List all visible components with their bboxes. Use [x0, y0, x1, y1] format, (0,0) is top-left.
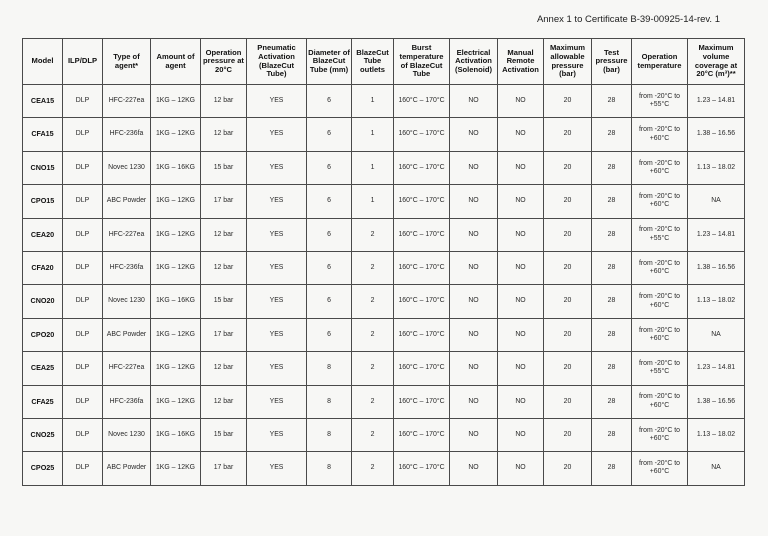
cell-tube-diameter: 6 — [307, 185, 352, 218]
cell-test-pressure: 28 — [592, 251, 632, 284]
cell-model: CPO25 — [23, 452, 63, 485]
cell-agent-amount: 1KG – 12KG — [151, 352, 201, 385]
cell-pneumatic-activation: YES — [247, 385, 307, 418]
cell-test-pressure: 28 — [592, 218, 632, 251]
cell-operation-temperature: from -20°C to +60°C — [632, 285, 688, 318]
cell-volume-coverage: 1.38 – 16.56 — [688, 385, 745, 418]
cell-operation-pressure: 15 bar — [201, 151, 247, 184]
cell-test-pressure: 28 — [592, 385, 632, 418]
cell-operation-temperature: from -20°C to +55°C — [632, 218, 688, 251]
table-row — [23, 85, 745, 118]
cell-manual-activation: NO — [498, 285, 544, 318]
cell-agent-amount: 1KG – 16KG — [151, 151, 201, 184]
cell-electrical-activation: NO — [450, 85, 498, 118]
cell-tube-outlets: 2 — [352, 218, 394, 251]
cell-operation-pressure: 17 bar — [201, 452, 247, 485]
cell-electrical-activation: NO — [450, 418, 498, 451]
cell-agent-amount: 1KG – 12KG — [151, 385, 201, 418]
cell-model: CFA20 — [23, 251, 63, 284]
col-header-test-pressure: Test pressure (bar) — [592, 39, 632, 85]
col-header-agent-amount: Amount of agent — [151, 39, 201, 85]
cell-agent-type: HFC-227ea — [103, 218, 151, 251]
cell-max-pressure: 20 — [544, 85, 592, 118]
cell-max-pressure: 20 — [544, 352, 592, 385]
cell-operation-temperature: from -20°C to +60°C — [632, 318, 688, 351]
cell-max-pressure: 20 — [544, 118, 592, 151]
cell-operation-pressure: 12 bar — [201, 352, 247, 385]
cell-volume-coverage: NA — [688, 318, 745, 351]
cell-operation-pressure: 12 bar — [201, 385, 247, 418]
cell-tube-outlets: 1 — [352, 118, 394, 151]
cell-operation-temperature: from -20°C to +55°C — [632, 85, 688, 118]
cell-burst-temperature: 160°C – 170°C — [394, 218, 450, 251]
cell-model: CNO25 — [23, 418, 63, 451]
table-row — [23, 352, 745, 385]
table-row — [23, 318, 745, 351]
col-header-agent-type: Type of agent* — [103, 39, 151, 85]
cell-volume-coverage: 1.13 – 18.02 — [688, 285, 745, 318]
cell-manual-activation: NO — [498, 418, 544, 451]
cell-operation-pressure: 12 bar — [201, 251, 247, 284]
cell-electrical-activation: NO — [450, 118, 498, 151]
table-row — [23, 418, 745, 451]
cell-pneumatic-activation: YES — [247, 452, 307, 485]
cell-agent-amount: 1KG – 12KG — [151, 85, 201, 118]
table-row — [23, 185, 745, 218]
cell-pneumatic-activation: YES — [247, 118, 307, 151]
cell-tube-diameter: 8 — [307, 385, 352, 418]
cell-pneumatic-activation: YES — [247, 151, 307, 184]
cell-electrical-activation: NO — [450, 285, 498, 318]
cell-test-pressure: 28 — [592, 352, 632, 385]
cell-operation-temperature: from -20°C to +55°C — [632, 352, 688, 385]
cell-volume-coverage: NA — [688, 185, 745, 218]
col-header-model: Model — [23, 39, 63, 85]
cell-model: CFA25 — [23, 385, 63, 418]
cell-ilp-dlp: DLP — [63, 352, 103, 385]
cell-tube-diameter: 6 — [307, 285, 352, 318]
cell-max-pressure: 20 — [544, 218, 592, 251]
cell-model: CEA20 — [23, 218, 63, 251]
cell-volume-coverage: 1.23 – 14.81 — [688, 352, 745, 385]
cell-agent-type: ABC Powder — [103, 318, 151, 351]
cell-electrical-activation: NO — [450, 352, 498, 385]
cell-agent-amount: 1KG – 16KG — [151, 285, 201, 318]
cell-operation-pressure: 15 bar — [201, 418, 247, 451]
cell-volume-coverage: 1.13 – 18.02 — [688, 151, 745, 184]
cell-pneumatic-activation: YES — [247, 418, 307, 451]
cell-manual-activation: NO — [498, 118, 544, 151]
cell-ilp-dlp: DLP — [63, 452, 103, 485]
cell-electrical-activation: NO — [450, 151, 498, 184]
cell-test-pressure: 28 — [592, 151, 632, 184]
cell-agent-type: Novec 1230 — [103, 418, 151, 451]
col-header-tube-outlets: BlazeCut Tube outlets — [352, 39, 394, 85]
cell-ilp-dlp: DLP — [63, 285, 103, 318]
col-header-electrical-activation: Electrical Activation (Solenoid) — [450, 39, 498, 85]
cell-operation-pressure: 15 bar — [201, 285, 247, 318]
cell-operation-temperature: from -20°C to +60°C — [632, 452, 688, 485]
certificate-annex-table — [22, 38, 745, 486]
col-header-ilp-dlp: ILP/DLP — [63, 39, 103, 85]
cell-tube-outlets: 2 — [352, 385, 394, 418]
cell-volume-coverage: NA — [688, 452, 745, 485]
cell-max-pressure: 20 — [544, 318, 592, 351]
cell-electrical-activation: NO — [450, 318, 498, 351]
cell-tube-outlets: 2 — [352, 318, 394, 351]
cell-burst-temperature: 160°C – 170°C — [394, 251, 450, 284]
cell-agent-type: Novec 1230 — [103, 151, 151, 184]
cell-agent-amount: 1KG – 12KG — [151, 452, 201, 485]
table-row — [23, 251, 745, 284]
cell-burst-temperature: 160°C – 170°C — [394, 85, 450, 118]
cell-tube-outlets: 2 — [352, 352, 394, 385]
cell-operation-temperature: from -20°C to +60°C — [632, 418, 688, 451]
cell-agent-type: ABC Powder — [103, 185, 151, 218]
cell-volume-coverage: 1.38 – 16.56 — [688, 118, 745, 151]
cell-max-pressure: 20 — [544, 285, 592, 318]
cell-tube-outlets: 2 — [352, 285, 394, 318]
cell-model: CNO20 — [23, 285, 63, 318]
cell-pneumatic-activation: YES — [247, 85, 307, 118]
cell-agent-type: ABC Powder — [103, 452, 151, 485]
cell-tube-diameter: 6 — [307, 251, 352, 284]
cell-electrical-activation: NO — [450, 218, 498, 251]
cell-electrical-activation: NO — [450, 385, 498, 418]
col-header-operation-temperature: Operation temperature — [632, 39, 688, 85]
cell-ilp-dlp: DLP — [63, 118, 103, 151]
cell-electrical-activation: NO — [450, 185, 498, 218]
cell-burst-temperature: 160°C – 170°C — [394, 151, 450, 184]
cell-ilp-dlp: DLP — [63, 85, 103, 118]
table-row — [23, 385, 745, 418]
cell-pneumatic-activation: YES — [247, 185, 307, 218]
cell-operation-pressure: 12 bar — [201, 218, 247, 251]
cell-operation-temperature: from -20°C to +60°C — [632, 151, 688, 184]
cell-manual-activation: NO — [498, 151, 544, 184]
cell-pneumatic-activation: YES — [247, 352, 307, 385]
cell-tube-diameter: 6 — [307, 318, 352, 351]
cell-ilp-dlp: DLP — [63, 418, 103, 451]
cell-burst-temperature: 160°C – 170°C — [394, 285, 450, 318]
col-header-tube-diameter: Diameter of BlazeCut Tube (mm) — [307, 39, 352, 85]
cell-electrical-activation: NO — [450, 251, 498, 284]
cell-tube-outlets: 2 — [352, 251, 394, 284]
cell-agent-amount: 1KG – 16KG — [151, 418, 201, 451]
cell-operation-temperature: from -20°C to +60°C — [632, 385, 688, 418]
cell-operation-pressure: 17 bar — [201, 318, 247, 351]
cell-max-pressure: 20 — [544, 385, 592, 418]
cell-pneumatic-activation: YES — [247, 218, 307, 251]
cell-agent-type: Novec 1230 — [103, 285, 151, 318]
cell-agent-amount: 1KG – 12KG — [151, 118, 201, 151]
table-row — [23, 452, 745, 485]
cell-pneumatic-activation: YES — [247, 285, 307, 318]
cell-tube-diameter: 8 — [307, 452, 352, 485]
cell-test-pressure: 28 — [592, 452, 632, 485]
table-row — [23, 151, 745, 184]
cell-agent-amount: 1KG – 12KG — [151, 218, 201, 251]
cell-model: CNO15 — [23, 151, 63, 184]
table-row — [23, 118, 745, 151]
cell-tube-diameter: 6 — [307, 151, 352, 184]
table-header-row — [23, 39, 745, 85]
cell-agent-amount: 1KG – 12KG — [151, 318, 201, 351]
cell-tube-diameter: 6 — [307, 118, 352, 151]
cell-tube-diameter: 6 — [307, 85, 352, 118]
cell-volume-coverage: 1.23 – 14.81 — [688, 218, 745, 251]
cell-manual-activation: NO — [498, 85, 544, 118]
cell-tube-outlets: 1 — [352, 185, 394, 218]
cell-agent-amount: 1KG – 12KG — [151, 251, 201, 284]
cell-agent-type: HFC-236fa — [103, 118, 151, 151]
cell-burst-temperature: 160°C – 170°C — [394, 418, 450, 451]
cell-pneumatic-activation: YES — [247, 318, 307, 351]
cell-ilp-dlp: DLP — [63, 385, 103, 418]
cell-max-pressure: 20 — [544, 251, 592, 284]
cell-ilp-dlp: DLP — [63, 251, 103, 284]
cell-ilp-dlp: DLP — [63, 151, 103, 184]
cell-agent-type: HFC-227ea — [103, 352, 151, 385]
col-header-volume-coverage: Maximum volume coverage at 20°C (m³)** — [688, 39, 745, 85]
cell-max-pressure: 20 — [544, 452, 592, 485]
cell-manual-activation: NO — [498, 452, 544, 485]
col-header-pneumatic-activation: Pneumatic Activation (BlazeCut Tube) — [247, 39, 307, 85]
cell-agent-type: HFC-227ea — [103, 85, 151, 118]
cell-agent-type: HFC-236fa — [103, 251, 151, 284]
cell-tube-outlets: 1 — [352, 85, 394, 118]
col-header-operation-pressure: Operation pressure at 20°C — [201, 39, 247, 85]
cell-ilp-dlp: DLP — [63, 185, 103, 218]
cell-ilp-dlp: DLP — [63, 218, 103, 251]
cell-model: CPO20 — [23, 318, 63, 351]
cell-operation-temperature: from -20°C to +60°C — [632, 118, 688, 151]
cell-pneumatic-activation: YES — [247, 251, 307, 284]
cell-manual-activation: NO — [498, 251, 544, 284]
cell-model: CEA25 — [23, 352, 63, 385]
cell-tube-diameter: 6 — [307, 218, 352, 251]
table-row — [23, 285, 745, 318]
cell-test-pressure: 28 — [592, 418, 632, 451]
cell-operation-temperature: from -20°C to +60°C — [632, 251, 688, 284]
cell-volume-coverage: 1.38 – 16.56 — [688, 251, 745, 284]
cell-agent-type: HFC-236fa — [103, 385, 151, 418]
cell-tube-diameter: 8 — [307, 418, 352, 451]
cell-max-pressure: 20 — [544, 185, 592, 218]
cell-burst-temperature: 160°C – 170°C — [394, 318, 450, 351]
cell-manual-activation: NO — [498, 218, 544, 251]
cell-electrical-activation: NO — [450, 452, 498, 485]
cell-operation-temperature: from -20°C to +60°C — [632, 185, 688, 218]
cell-volume-coverage: 1.13 – 18.02 — [688, 418, 745, 451]
col-header-max-pressure: Maximum allowable pressure (bar) — [544, 39, 592, 85]
cell-volume-coverage: 1.23 – 14.81 — [688, 85, 745, 118]
col-header-manual-activation: Manual Remote Activation — [498, 39, 544, 85]
cell-max-pressure: 20 — [544, 418, 592, 451]
table-row — [23, 218, 745, 251]
cell-burst-temperature: 160°C – 170°C — [394, 452, 450, 485]
cell-operation-pressure: 12 bar — [201, 118, 247, 151]
cell-test-pressure: 28 — [592, 85, 632, 118]
cell-tube-outlets: 2 — [352, 452, 394, 485]
cell-test-pressure: 28 — [592, 118, 632, 151]
cell-burst-temperature: 160°C – 170°C — [394, 385, 450, 418]
cell-test-pressure: 28 — [592, 318, 632, 351]
cell-model: CFA15 — [23, 118, 63, 151]
cell-operation-pressure: 17 bar — [201, 185, 247, 218]
cell-test-pressure: 28 — [592, 185, 632, 218]
cell-test-pressure: 28 — [592, 285, 632, 318]
cell-tube-outlets: 1 — [352, 151, 394, 184]
cell-model: CPO15 — [23, 185, 63, 218]
cell-operation-pressure: 12 bar — [201, 85, 247, 118]
cell-burst-temperature: 160°C – 170°C — [394, 118, 450, 151]
cell-model: CEA15 — [23, 85, 63, 118]
cell-manual-activation: NO — [498, 185, 544, 218]
annex-reference: Annex 1 to Certificate B-39-00925-14-rev. 1 — [536, 14, 720, 25]
cell-max-pressure: 20 — [544, 151, 592, 184]
col-header-burst-temperature: Burst temperature of BlazeCut Tube — [394, 39, 450, 85]
cell-tube-outlets: 2 — [352, 418, 394, 451]
cell-burst-temperature: 160°C – 170°C — [394, 185, 450, 218]
cell-agent-amount: 1KG – 12KG — [151, 185, 201, 218]
cell-tube-diameter: 8 — [307, 352, 352, 385]
cell-manual-activation: NO — [498, 318, 544, 351]
cell-manual-activation: NO — [498, 385, 544, 418]
cell-burst-temperature: 160°C – 170°C — [394, 352, 450, 385]
cell-manual-activation: NO — [498, 352, 544, 385]
cell-ilp-dlp: DLP — [63, 318, 103, 351]
